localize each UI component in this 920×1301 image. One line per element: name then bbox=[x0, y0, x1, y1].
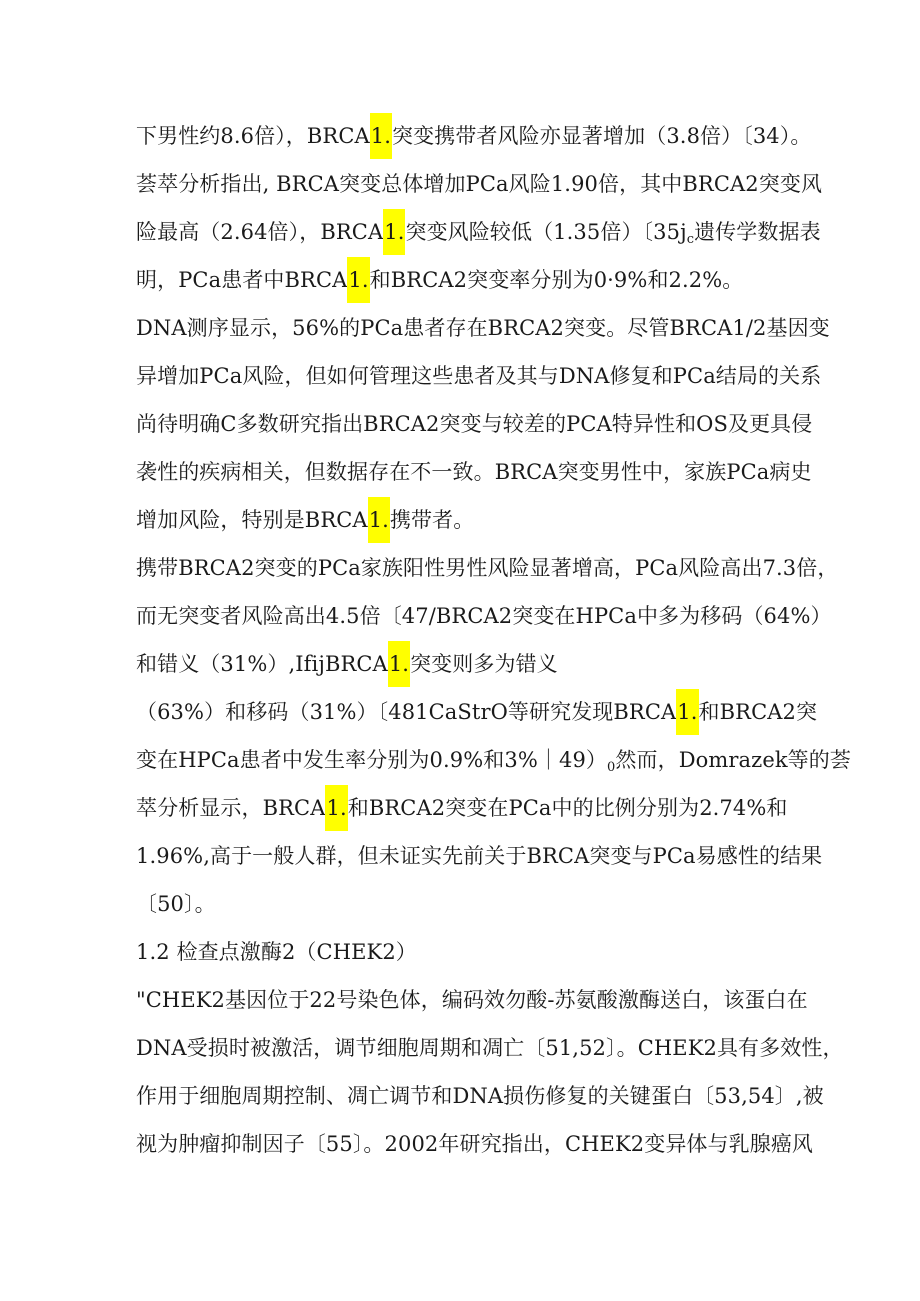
highlighted-text: 1. bbox=[676, 689, 698, 735]
text-run: 〔50〕。 bbox=[136, 892, 216, 916]
text-run: 突变则多为错义 bbox=[410, 652, 558, 676]
section-heading bbox=[136, 937, 417, 967]
highlighted-text: 1. bbox=[347, 257, 369, 303]
text-run: 增加风险，特别是BRCA bbox=[136, 508, 368, 532]
text-run: 尚待明确C多数研究指出BRCA2突变与较差的PCA特异性和OS及更具侵 bbox=[136, 412, 813, 436]
text-run: 萃分析显示，BRCA bbox=[136, 796, 326, 820]
text-run: 明，PCa患者中BRCA bbox=[136, 268, 348, 292]
text-run: 携带者。 bbox=[389, 508, 475, 532]
text-run: 而无突变者风险高出4.5倍〔47/BRCA2突变在HPCa中多为移码（64%） bbox=[136, 604, 832, 628]
text-line bbox=[136, 409, 812, 439]
text-run: 和BRCA2突变率分别为0·9%和2.2%。 bbox=[369, 268, 744, 292]
text-line bbox=[136, 265, 743, 303]
text-run: 袭性的疾病相关，但数据存在不一致。BRCA突变男性中，家族PCa病史 bbox=[136, 460, 812, 484]
text-run: 变在HPCa患者中发生率分别为0.9%和3%｜49） bbox=[136, 748, 608, 772]
text-run: 然而，Domrazek等的荟 bbox=[615, 748, 851, 772]
text-line bbox=[136, 649, 558, 687]
text-line bbox=[136, 169, 822, 199]
highlighted-text: 1. bbox=[383, 209, 405, 255]
text-run: DNA受损时被激活，调节细胞周期和凋亡〔51,52〕。CHEK2具有多效性， bbox=[136, 1036, 844, 1060]
text-line bbox=[136, 505, 474, 543]
text-run: 和错义（31%）,IfijBRCA bbox=[136, 652, 388, 676]
text-line bbox=[136, 457, 812, 487]
text-run: "CHEK2基因位于22号染色体，编码效勿酸-苏氨酸激酶送白，该蛋白在 bbox=[136, 988, 808, 1012]
text-run: 险最高（2.64倍），BRCA bbox=[136, 220, 384, 244]
highlighted-text: 1. bbox=[325, 785, 347, 831]
text-run: 1.96%,高于一般人群，但未证实先前关于BRCA突变与PCa易感性的结果 bbox=[136, 844, 823, 868]
text-run: 突变风险较低（1.35倍）〔35j bbox=[405, 220, 687, 244]
text-line bbox=[136, 841, 822, 871]
text-line bbox=[136, 793, 788, 831]
text-line bbox=[136, 361, 821, 391]
text-line bbox=[136, 1033, 844, 1063]
text-run: 异增加PCa风险，但如何管理这些患者及其与DNA修复和PCa结局的关系 bbox=[136, 364, 822, 388]
text-line bbox=[136, 745, 851, 783]
text-run: DNA测序显示，56%的PCa患者存在BRCA2突变。尽管BRCA1/2基因变 bbox=[136, 316, 830, 340]
text-run: 遗传学数据表 bbox=[694, 220, 821, 244]
highlighted-text: 1. bbox=[388, 641, 410, 687]
text-run: 视为肿瘤抑制因子〔55〕。2002年研究指出，CHEK2变异体与乳腺癌风 bbox=[136, 1132, 814, 1156]
heading-text: 1.2 检查点激酶2（CHEK2） bbox=[136, 940, 417, 964]
text-run: 和BRCA2突变在PCa中的比例分别为2.74%和 bbox=[347, 796, 788, 820]
text-line bbox=[136, 217, 821, 255]
text-run: （63%）和移码（31%）〔481CaStrO等研究发现BRCA bbox=[136, 700, 677, 724]
text-line bbox=[136, 553, 838, 583]
subscript-text: 0 bbox=[607, 760, 616, 775]
text-run: 和BRCA2突 bbox=[698, 700, 818, 724]
text-line bbox=[136, 889, 216, 919]
text-line bbox=[136, 697, 817, 735]
text-line bbox=[136, 601, 832, 631]
highlighted-text: 1. bbox=[368, 497, 390, 543]
subscript-text: c bbox=[686, 232, 695, 247]
text-run: 突变携带者风险亦显著增加（3.8倍）〔34）。 bbox=[392, 124, 812, 148]
text-run: 作用于细胞周期控制、凋亡调节和DNA损伤修复的关键蛋白〔53,54〕,被 bbox=[136, 1084, 824, 1108]
highlighted-text: 1. bbox=[370, 113, 392, 159]
text-run: 荟萃分析指出, BRCA突变总体增加PCa风险1.90倍，其中BRCA2突变风 bbox=[136, 172, 823, 196]
text-line bbox=[136, 985, 808, 1015]
text-line bbox=[136, 313, 830, 343]
text-line bbox=[136, 1129, 813, 1159]
text-line bbox=[136, 121, 811, 159]
text-line bbox=[136, 1081, 824, 1111]
text-run: 携带BRCA2突变的PCa家族阳性男性风险显著增高，PCa风险高出7.3倍， bbox=[136, 556, 839, 580]
text-run: 下男性约8.6倍），BRCA bbox=[136, 124, 370, 148]
